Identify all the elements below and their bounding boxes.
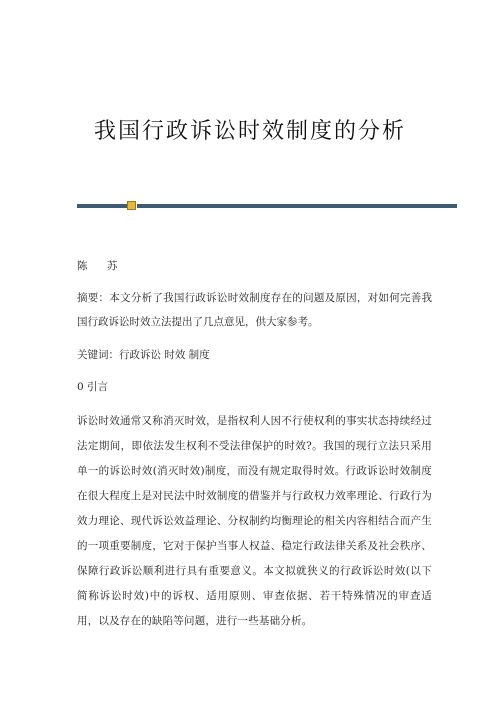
title-divider xyxy=(77,204,457,208)
body-paragraph: 诉讼时效通常又称消灭时效，是指权利人因不行使权利的事实状态持续经过法定期间，即依法发生权利不受法律保护的时效?。我国的现行立法只采用单一的诉讼时效(消灭时效)制度，而没有规定取得时效。行政诉讼时效制度在很大程度上是对民法中时效制度的借鉴并与行政权力效率理论、行政行为效力理论、现代诉讼效益理论、分权制约均衡理论的相关内容相结合而产生的一项重要制度，它对于保护当事人权益、稳定行政法律关系及社会秩序、保障行政诉讼顺利进行具有重要意义。本文拟就狭义的行政诉讼时效(以下简称诉讼时效)中的诉权、适用原则、审查依据、若干特殊情况的审查适用，以及存在的缺陷等问题，进行一些基础分析。 xyxy=(77,415,432,627)
abstract: 摘要：本文分析了我国行政诉讼时效制度存在的问题及原因，对如何完善我国行政诉讼时效立法提出了几点意见，供大家参考。 xyxy=(77,292,432,328)
keywords: 关键词：行政诉讼 时效 制度 xyxy=(77,349,210,361)
document-title: 我国行政诉讼时效制度的分析 xyxy=(93,119,406,144)
book-icon xyxy=(127,201,136,210)
section-heading: 0 引言 xyxy=(77,381,109,393)
document-body xyxy=(77,256,432,634)
divider-bar-right xyxy=(137,204,457,208)
author-name: 陈 苏 xyxy=(77,260,126,272)
divider-bar-left xyxy=(77,204,127,208)
